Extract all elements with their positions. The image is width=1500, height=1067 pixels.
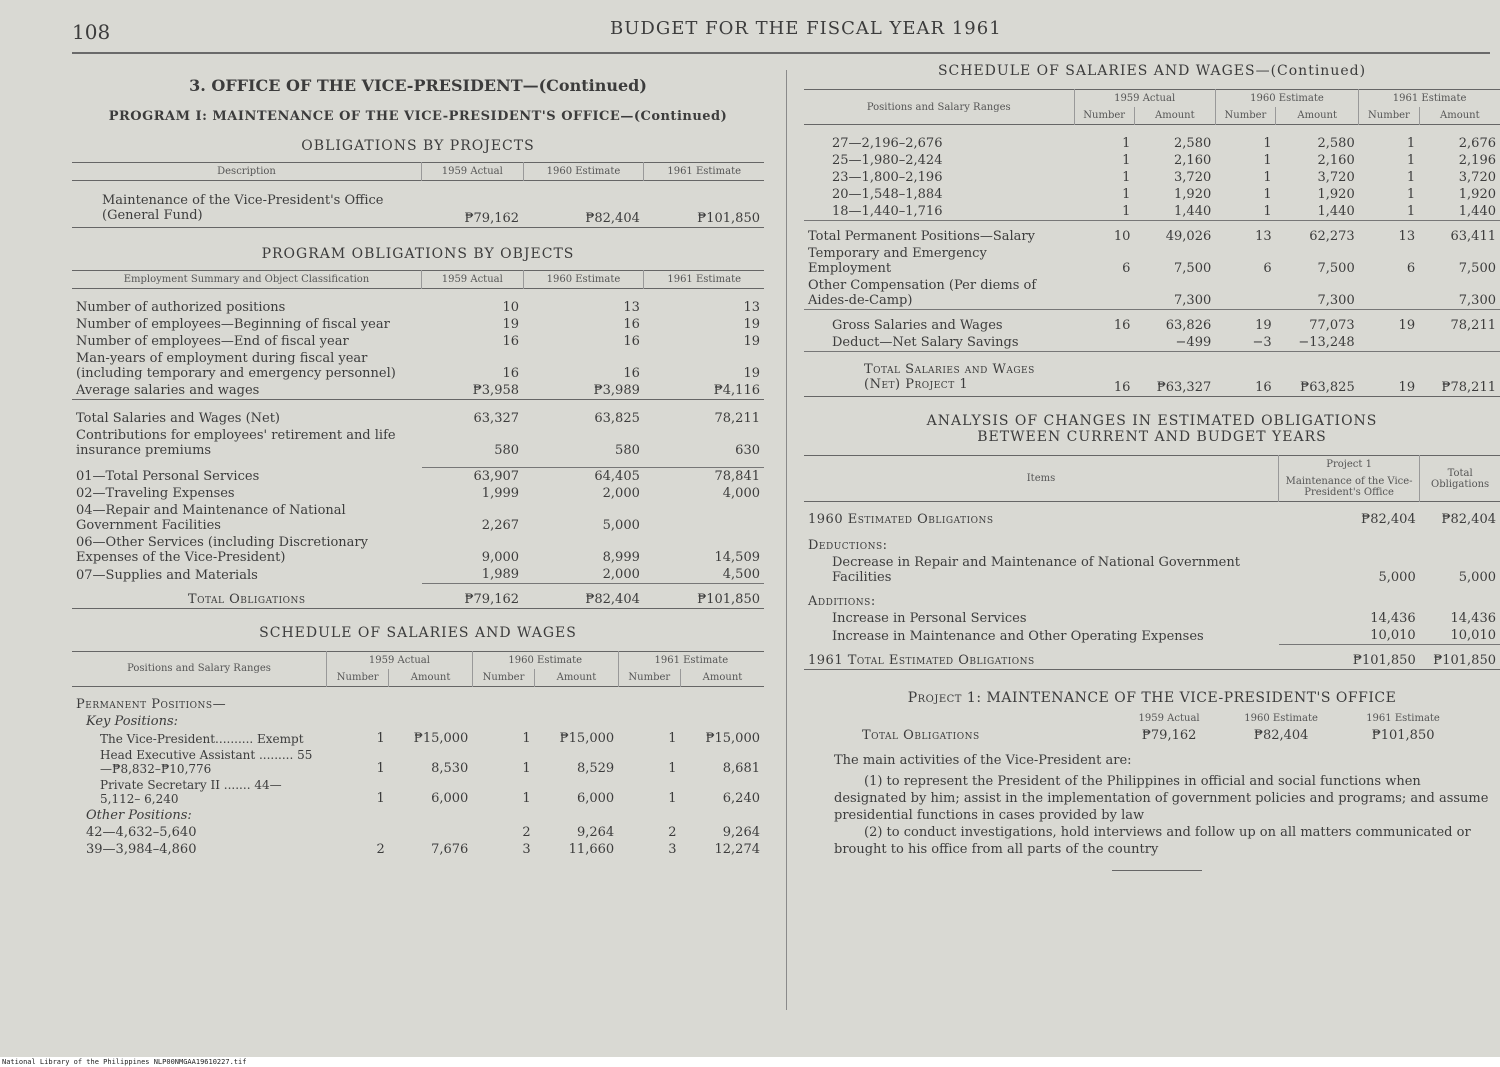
th-1960: 1960 Estimate — [523, 271, 644, 289]
cell: ₱82,404 — [523, 584, 644, 609]
th-project: Project 1 — [1279, 456, 1420, 474]
table-row — [72, 777, 764, 807]
cell: ₱79,162 — [422, 584, 524, 609]
cell: 63,826 — [1165, 318, 1212, 333]
activity-item: (1) to represent the President of the Philippines in official and social functions when designated by him; assist in the implementation of government policies and programs; and assume presidential functions in cases provided by law — [834, 773, 1489, 823]
table-row — [72, 427, 764, 459]
th-1959: 1959 Actual — [1074, 90, 1215, 108]
table-row — [72, 333, 764, 350]
cell: 1 — [1263, 170, 1272, 185]
section-title: 3. OFFICE OF THE VICE-PRESIDENT—(Continued) — [189, 76, 647, 95]
salaries-schedule-table — [72, 651, 764, 858]
row-desc: 25—1,980–2,424 — [832, 153, 943, 168]
cell: 2,267 — [481, 518, 520, 533]
th-1959: 1959 Actual — [327, 651, 473, 669]
cell: 580 — [615, 443, 640, 458]
row-desc: Temporary and Emergency Employment — [808, 246, 987, 276]
cell: 19 — [502, 317, 520, 332]
total-row — [804, 645, 1500, 670]
th-amount: Amount — [1276, 107, 1359, 125]
cell: 78,211 — [714, 411, 760, 426]
cell — [1419, 334, 1500, 352]
cell: 2,000 — [602, 567, 640, 582]
cell: 1,440 — [1174, 204, 1212, 219]
cell: 10,010 — [1370, 628, 1416, 643]
cell — [327, 824, 389, 841]
row-desc: 04—Repair and Maintenance of National Government Facilities — [76, 503, 346, 533]
obl-projects-title: OBLIGATIONS BY PROJECTS — [301, 138, 535, 154]
cell: 1,440 — [1458, 204, 1496, 219]
cell: 1 — [1263, 204, 1272, 219]
cell: ₱4,116 — [713, 383, 760, 398]
cell: 4,500 — [722, 567, 760, 582]
row-desc: 02—Traveling Expenses — [76, 486, 235, 501]
cell: 19 — [1398, 318, 1416, 333]
cell: 64,405 — [523, 468, 644, 486]
table-row — [804, 554, 1500, 586]
cell: 2,160 — [1174, 153, 1212, 168]
cell: ₱101,850 — [1279, 645, 1420, 670]
cell: 1 — [668, 760, 677, 776]
table-row — [804, 186, 1500, 203]
obl-objects-title: PROGRAM OBLIGATIONS BY OBJECTS — [261, 246, 575, 262]
end-rule — [1112, 870, 1202, 871]
th-classification: Employment Summary and Object Classification — [123, 274, 370, 285]
running-title: BUDGET FOR THE FISCAL YEAR 1961 — [610, 18, 1002, 39]
th-1961: 1961 Estimate — [644, 163, 764, 181]
table-row — [72, 316, 764, 333]
table-row — [804, 169, 1500, 186]
row-desc: 23—1,800–2,196 — [832, 170, 943, 185]
cell: 2,000 — [602, 486, 640, 501]
project1-table — [804, 710, 1464, 744]
th-positions: Positions and Salary Ranges — [866, 101, 1011, 113]
th-number: Number — [1359, 107, 1419, 125]
obligations-by-projects-table — [72, 162, 764, 228]
cell: 1 — [1122, 153, 1131, 168]
row-desc: Man-years of employment during fiscal year (including temporary and emergency personnel) — [76, 351, 396, 381]
permanent-label: Permanent Positions— — [76, 696, 227, 712]
cell: 63,825 — [594, 411, 640, 426]
analysis-title-2: BETWEEN CURRENT AND BUDGET YEARS — [977, 429, 1327, 445]
cell: 78,841 — [644, 468, 764, 486]
cell: 16 — [623, 317, 640, 332]
cell-1961: ₱101,850 — [697, 211, 760, 226]
cell: 2,580 — [1317, 136, 1355, 151]
table-row — [72, 299, 764, 316]
cell: 1 — [376, 790, 385, 806]
th-description: Description — [217, 166, 276, 177]
row-desc: Other Compensation (Per diems of Aides-de-Camp) — [808, 278, 1037, 308]
salaries-schedule-title: SCHEDULE OF SALARIES AND WAGES — [259, 624, 577, 641]
page-number: 108 — [72, 20, 111, 44]
total-row — [72, 584, 764, 609]
other-label: Other Positions: — [86, 807, 192, 823]
row-desc: Deduct—Net Salary Savings — [832, 335, 1019, 350]
cell: 63,327 — [473, 411, 520, 426]
total-row — [804, 727, 1464, 744]
cell: 1 — [522, 760, 531, 776]
cell-1959: ₱79,162 — [464, 211, 520, 226]
table-row — [72, 747, 764, 777]
cell: 13 — [1398, 229, 1416, 244]
cell: 10 — [1113, 229, 1131, 244]
activity-item: (2) to conduct investigations, hold interviews and follow up on all matters communicated or brought to his office from all parts of the country — [834, 824, 1471, 857]
table-row — [72, 502, 764, 534]
cell: 4,000 — [722, 486, 760, 501]
row-desc: Contributions for employees' retirement and life insurance premiums — [76, 428, 396, 458]
cell: 16 — [1255, 380, 1272, 395]
th-1960: 1960 Estimate — [523, 163, 644, 181]
row-desc: Total Obligations — [187, 591, 306, 607]
cell: 10 — [502, 300, 520, 315]
table-row — [72, 382, 764, 400]
row-desc: Total Salaries and Wages (Net) — [76, 411, 281, 426]
cell: 63,411 — [1450, 229, 1496, 244]
th-project-sub: Maintenance of the Vice-President's Office — [1279, 473, 1420, 502]
cell: 6,000 — [431, 790, 469, 806]
cell: −3 — [1252, 335, 1272, 350]
cell: 6 — [1122, 261, 1131, 276]
cell: −499 — [1175, 335, 1212, 350]
cell: 7,500 — [1458, 261, 1496, 276]
cell: 7,300 — [1174, 293, 1212, 308]
cell: 1 — [1263, 136, 1272, 151]
cell: 14,436 — [1450, 611, 1496, 626]
analysis-title-1: ANALYSIS OF CHANGES IN ESTIMATED OBLIGATIONS — [926, 413, 1378, 429]
cell: 1 — [1122, 136, 1131, 151]
cell: 1 — [668, 790, 677, 806]
row-desc: Average salaries and wages — [76, 383, 260, 398]
cell: ₱101,850 — [1371, 727, 1435, 743]
cell: 3,720 — [1458, 170, 1496, 185]
cell: 2 — [522, 824, 531, 840]
th-amount: Amount — [1419, 107, 1500, 125]
th-1961: 1961 Estimate — [1366, 712, 1440, 724]
th-number: Number — [327, 669, 389, 687]
cell — [1359, 277, 1419, 310]
row-desc: 39—3,984–4,860 — [86, 841, 197, 857]
employment-rows — [72, 289, 764, 400]
cell: 1,989 — [481, 567, 520, 582]
row-desc: Private Secretary II ....... 44— 5,112– 6,240 — [100, 777, 282, 806]
cell: ₱82,404 — [1441, 512, 1496, 527]
cell: 19 — [743, 317, 760, 332]
cell: ₱15,000 — [559, 730, 615, 746]
cell: 7,676 — [431, 841, 469, 857]
row-desc: 07—Supplies and Materials — [76, 567, 258, 583]
cell: 7,500 — [1174, 261, 1212, 276]
cell: 11,660 — [568, 841, 615, 857]
table-row — [804, 334, 1500, 352]
th-number: Number — [618, 669, 680, 687]
deductions-label: Deductions: — [808, 538, 888, 553]
cell: 6,240 — [722, 790, 760, 806]
cell: ₱101,850 — [644, 584, 764, 609]
cell: 7,300 — [1317, 293, 1355, 308]
obligations-by-objects-table — [72, 270, 764, 609]
cell: 1,920 — [1458, 187, 1496, 202]
table-row — [72, 350, 764, 382]
cell: ₱63,825 — [1300, 380, 1355, 395]
cell: 16 — [623, 366, 640, 381]
cell: 1 — [1263, 153, 1272, 168]
cell: 2,196 — [1458, 153, 1496, 168]
table-row — [804, 245, 1500, 277]
row-desc: Decrease in Repair and Maintenance of National Government Facilities — [832, 555, 1240, 585]
cell: ₱3,989 — [593, 383, 640, 398]
cell: 6 — [1406, 261, 1416, 276]
cell: 5,000 — [1378, 570, 1416, 585]
column-divider — [786, 70, 787, 1010]
row-desc: 1961 Total Estimated Obligations — [808, 652, 1035, 668]
cell: 3 — [522, 841, 531, 857]
cell: 1 — [1406, 153, 1416, 168]
cell: 1 — [1122, 204, 1131, 219]
row-desc: Head Executive Assistant ......... 55—₱8,832–₱10,776 — [100, 747, 313, 776]
cell: 7,500 — [1317, 261, 1355, 276]
cell: 14,436 — [1370, 611, 1416, 626]
th-amount: Amount — [535, 669, 619, 687]
cell: 6 — [1263, 261, 1272, 276]
additions-label: Additions: — [808, 594, 876, 609]
table-row — [804, 627, 1500, 645]
cell: 16 — [1113, 318, 1131, 333]
cell: 10,010 — [1450, 628, 1496, 643]
th-1961: 1961 Estimate — [1359, 90, 1500, 108]
th-1961: 1961 Estimate — [644, 271, 764, 289]
row-desc: Total Permanent Positions—Salary — [808, 229, 1035, 244]
cell: 2,676 — [1458, 136, 1496, 151]
table-row — [72, 534, 764, 566]
cell: 9,264 — [576, 824, 615, 840]
cell: 1 — [1406, 170, 1416, 185]
row-desc: Total Salaries and Wages (Net) Project 1 — [864, 362, 1035, 392]
cell: 13 — [623, 300, 640, 315]
cell: 2 — [668, 824, 677, 840]
table-row — [804, 135, 1500, 152]
cell: 1,999 — [481, 486, 520, 501]
cell: 8,681 — [722, 760, 760, 776]
cell: 7,300 — [1458, 293, 1496, 308]
table-row — [804, 310, 1500, 335]
cell: 14,509 — [714, 550, 760, 565]
cell: 78,211 — [1450, 318, 1496, 333]
row-desc: Total Obligations — [862, 727, 980, 743]
cell: 580 — [494, 443, 520, 458]
cell: 9,264 — [722, 824, 760, 840]
object-rows — [72, 459, 764, 608]
cell: ₱82,404 — [1361, 512, 1416, 527]
row-desc: Number of employees—Beginning of fiscal year — [76, 317, 390, 332]
cell: 1,920 — [1317, 187, 1355, 202]
th-1959: 1959 Actual — [1138, 712, 1200, 724]
cell: 1 — [522, 730, 531, 746]
cell: ₱79,162 — [1141, 727, 1197, 743]
salary-rows — [72, 400, 764, 460]
cell: 2,580 — [1174, 136, 1212, 151]
th-amount: Amount — [1134, 107, 1215, 125]
cell: 1 — [1406, 204, 1416, 219]
th-amount: Amount — [680, 669, 764, 687]
program-title: PROGRAM I: MAINTENANCE OF THE VICE-PRESIDENT'S OFFICE—(Continued) — [108, 109, 728, 124]
cell: 5,000 — [1458, 570, 1496, 585]
cell: 3,720 — [1174, 170, 1212, 185]
table-row — [804, 203, 1500, 221]
cell: 49,026 — [1165, 229, 1212, 244]
table-row — [804, 277, 1500, 310]
cell: 63,907 — [422, 468, 524, 486]
cell — [644, 502, 764, 534]
cell: 13 — [743, 300, 760, 315]
cell: 8,529 — [576, 760, 615, 776]
activities-intro: The main activities of the Vice-President are: — [834, 752, 1132, 768]
cell — [1359, 334, 1419, 352]
cell: ₱78,211 — [1441, 380, 1496, 395]
table-row — [72, 485, 764, 502]
cell: 1,920 — [1174, 187, 1212, 202]
cell: 8,530 — [431, 760, 469, 776]
row-desc: 06—Other Services (including Discretionary Expenses of the Vice-President) — [76, 535, 368, 565]
th-number: Number — [1074, 107, 1134, 125]
key-label: Key Positions: — [86, 713, 179, 729]
table-row — [72, 468, 764, 486]
row-desc: 18—1,440–1,716 — [832, 204, 943, 219]
cell: ₱82,404 — [1253, 727, 1309, 743]
cell: 5,000 — [602, 518, 640, 533]
row-desc: 1960 Estimated Obligations — [808, 512, 994, 527]
cell: 1 — [376, 730, 385, 746]
row-desc: Increase in Personal Services — [832, 611, 1027, 626]
project1-title: Project 1: MAINTENANCE OF THE VICE-PRESIDENT'S OFFICE — [907, 689, 1397, 706]
cell: 1 — [1263, 187, 1272, 202]
th-1960: 1960 Estimate — [1215, 90, 1358, 108]
table-row — [72, 824, 764, 841]
cell: 3 — [668, 841, 677, 857]
row-desc: The Vice-President.......... Exempt — [100, 731, 304, 746]
cell: 1 — [668, 730, 677, 746]
row-desc: 01—Total Personal Services — [76, 469, 260, 484]
table-row — [72, 410, 764, 427]
cell: 19 — [1398, 380, 1416, 395]
th-positions: Positions and Salary Ranges — [127, 663, 271, 674]
row-desc: Increase in Maintenance and Other Operating Expenses — [832, 628, 1204, 644]
cell: 630 — [735, 443, 760, 458]
table-row — [804, 221, 1500, 246]
cell: 19 — [743, 366, 760, 381]
cell: 1 — [376, 760, 385, 776]
th-number: Number — [472, 669, 534, 687]
cell: 19 — [743, 334, 760, 349]
cell: ₱101,850 — [1420, 645, 1500, 670]
right-column — [804, 55, 1500, 871]
cell: 6,000 — [576, 790, 615, 806]
cell: 77,073 — [1309, 318, 1355, 333]
cell: 16 — [502, 366, 520, 381]
cell: 62,273 — [1309, 229, 1355, 244]
left-column — [72, 60, 764, 858]
row-desc: Maintenance of the Vice-President's Office (General Fund) — [102, 193, 384, 223]
th-1961: 1961 Estimate — [618, 651, 764, 669]
cell: 19 — [1255, 318, 1272, 333]
cell: 13 — [1255, 229, 1272, 244]
row-desc: 27—2,196–2,676 — [832, 136, 943, 151]
cell — [1215, 277, 1275, 310]
th-number: Number — [1215, 107, 1275, 125]
archive-footer: National Library of the Philippines NLP00NMGAA19610227.tif — [0, 1057, 1500, 1067]
cell: 9,000 — [481, 550, 520, 565]
th-1959: 1959 Actual — [422, 271, 524, 289]
cell: 16 — [623, 334, 640, 349]
cell — [389, 824, 473, 841]
th-amount: Amount — [389, 669, 473, 687]
row-desc: 42—4,632–5,640 — [86, 824, 197, 840]
th-1960: 1960 Estimate — [472, 651, 618, 669]
table-row — [804, 610, 1500, 627]
table-row — [804, 502, 1500, 529]
cell: 1 — [1122, 170, 1131, 185]
row-desc: 20—1,548–1,884 — [832, 187, 943, 202]
cell: 1 — [522, 790, 531, 806]
cell: 16 — [502, 334, 520, 349]
salaries-schedule-cont-table — [804, 89, 1500, 397]
cell: 8,999 — [602, 550, 640, 565]
th-empty — [804, 710, 1118, 727]
cell: 2,160 — [1317, 153, 1355, 168]
cell — [1074, 334, 1134, 352]
table-row — [72, 730, 764, 747]
schedule-cont-title: SCHEDULE OF SALARIES AND WAGES—(Continued) — [937, 63, 1367, 79]
cell: ₱3,958 — [472, 383, 520, 398]
cell: ₱63,327 — [1156, 380, 1212, 395]
cell: 16 — [1113, 380, 1131, 395]
cell: 1,440 — [1317, 204, 1355, 219]
row-desc: Number of employees—End of fiscal year — [76, 334, 349, 349]
header-rule — [72, 52, 1490, 54]
analysis-table — [804, 455, 1500, 670]
cell-1960: ₱82,404 — [585, 211, 640, 226]
cell: 2 — [376, 841, 385, 857]
cell: 1 — [1122, 187, 1131, 202]
cell: 1 — [1406, 136, 1416, 151]
cell: 12,274 — [714, 841, 760, 857]
cell: 1 — [1406, 187, 1416, 202]
cell: ₱15,000 — [413, 730, 469, 746]
th-total: Total Obligations — [1420, 456, 1500, 502]
th-1959: 1959 Actual — [422, 163, 524, 181]
row-desc: Number of authorized positions — [76, 300, 286, 315]
th-1960: 1960 Estimate — [1244, 712, 1318, 724]
th-items: Items — [1026, 473, 1056, 484]
cell: ₱15,000 — [705, 730, 760, 746]
cell: 3,720 — [1317, 170, 1355, 185]
total-row — [804, 352, 1500, 397]
table-row — [72, 566, 764, 584]
cell: −13,248 — [1298, 335, 1355, 350]
table-row — [804, 152, 1500, 169]
row-desc: Gross Salaries and Wages — [832, 318, 1003, 333]
table-row — [72, 841, 764, 858]
cell — [1074, 277, 1134, 310]
